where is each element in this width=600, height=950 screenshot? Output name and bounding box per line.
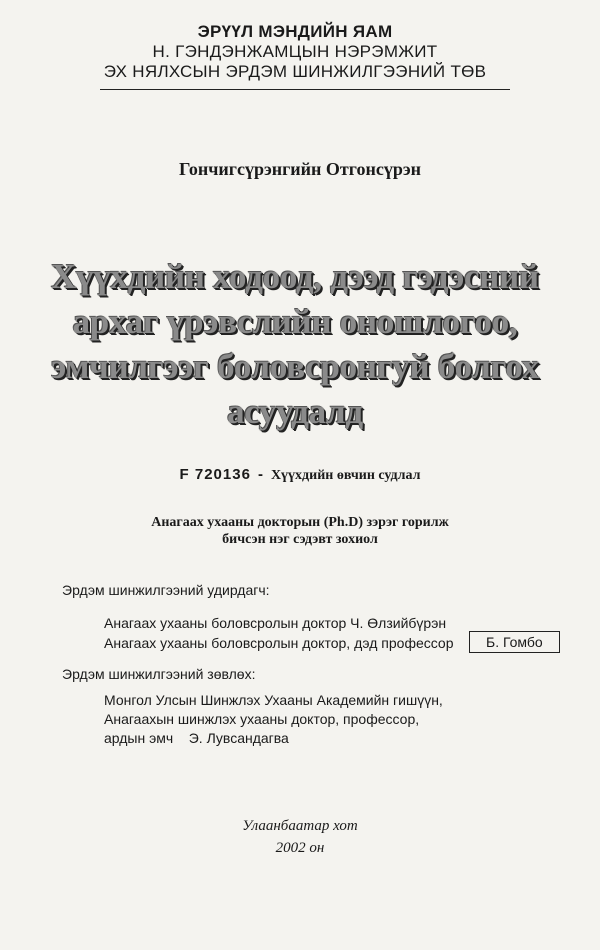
boxed-supervisor-name: Б. Гомбо xyxy=(469,631,560,653)
degree-line: Анагаах ухааны докторын (Ph.D) зэрэг горилж xyxy=(151,515,449,530)
advisors-list xyxy=(104,691,443,748)
year: 2002 он xyxy=(275,840,325,856)
city: Улаанбаатар хот xyxy=(242,818,358,834)
dissertation-title xyxy=(40,254,550,434)
degree-statement xyxy=(0,514,600,548)
advisor-line: Анагаахын шинжлэх ухааны доктор, профессор, xyxy=(104,711,420,727)
header-divider xyxy=(100,89,510,90)
publication-place xyxy=(0,815,600,859)
title-line: асуудалд xyxy=(227,392,363,431)
research-center-name: ЭХ НЯЛХСЫН ЭРДЭМ ШИНЖИЛГЭЭНИЙ ТӨВ xyxy=(103,62,487,81)
author-name: Гончигсүрэнгийн Отгонсүрэн xyxy=(179,159,421,179)
title-line: Хүүхдийн ходоод, дээд гэдэсний xyxy=(51,257,539,296)
specialty-dash: - xyxy=(257,466,264,483)
specialty-code: F 720136 xyxy=(179,466,251,483)
advisors-label: Эрдэм шинжилгээний зөвлөх: xyxy=(62,666,256,682)
advisor-line: ардын эмч Э. Лувсандагва xyxy=(104,730,289,746)
supervisor-line: Анагаах ухааны боловсролын доктор, дэд профессор xyxy=(104,635,454,651)
title-line: эмчилгээг боловсронгуй болгох xyxy=(51,347,539,386)
institution-header xyxy=(60,22,530,82)
degree-line: бичсэн нэг сэдэвт зохиол xyxy=(222,532,378,547)
specialty-name: Хүүхдийн өвчин судлал xyxy=(270,468,421,483)
supervisors-label: Эрдэм шинжилгээний удирдагч: xyxy=(62,582,270,598)
specialty-line xyxy=(0,466,600,484)
advisor-line: Монгол Улсын Шинжлэх Ухааны Академийн гишүүн, xyxy=(104,692,443,708)
supervisors-list xyxy=(104,613,453,653)
institution-name: Н. ГЭНДЭНЖАМЦЫН НЭРЭМЖИТ xyxy=(152,42,438,61)
title-line: архаг үрэвслийн оношлогоо, xyxy=(72,302,518,341)
ministry-name: ЭРҮҮЛ МЭНДИЙН ЯАМ xyxy=(197,22,393,41)
supervisor-line: Анагаах ухааны боловсролын доктор Ч. Өлзийбүрэн xyxy=(104,615,447,631)
